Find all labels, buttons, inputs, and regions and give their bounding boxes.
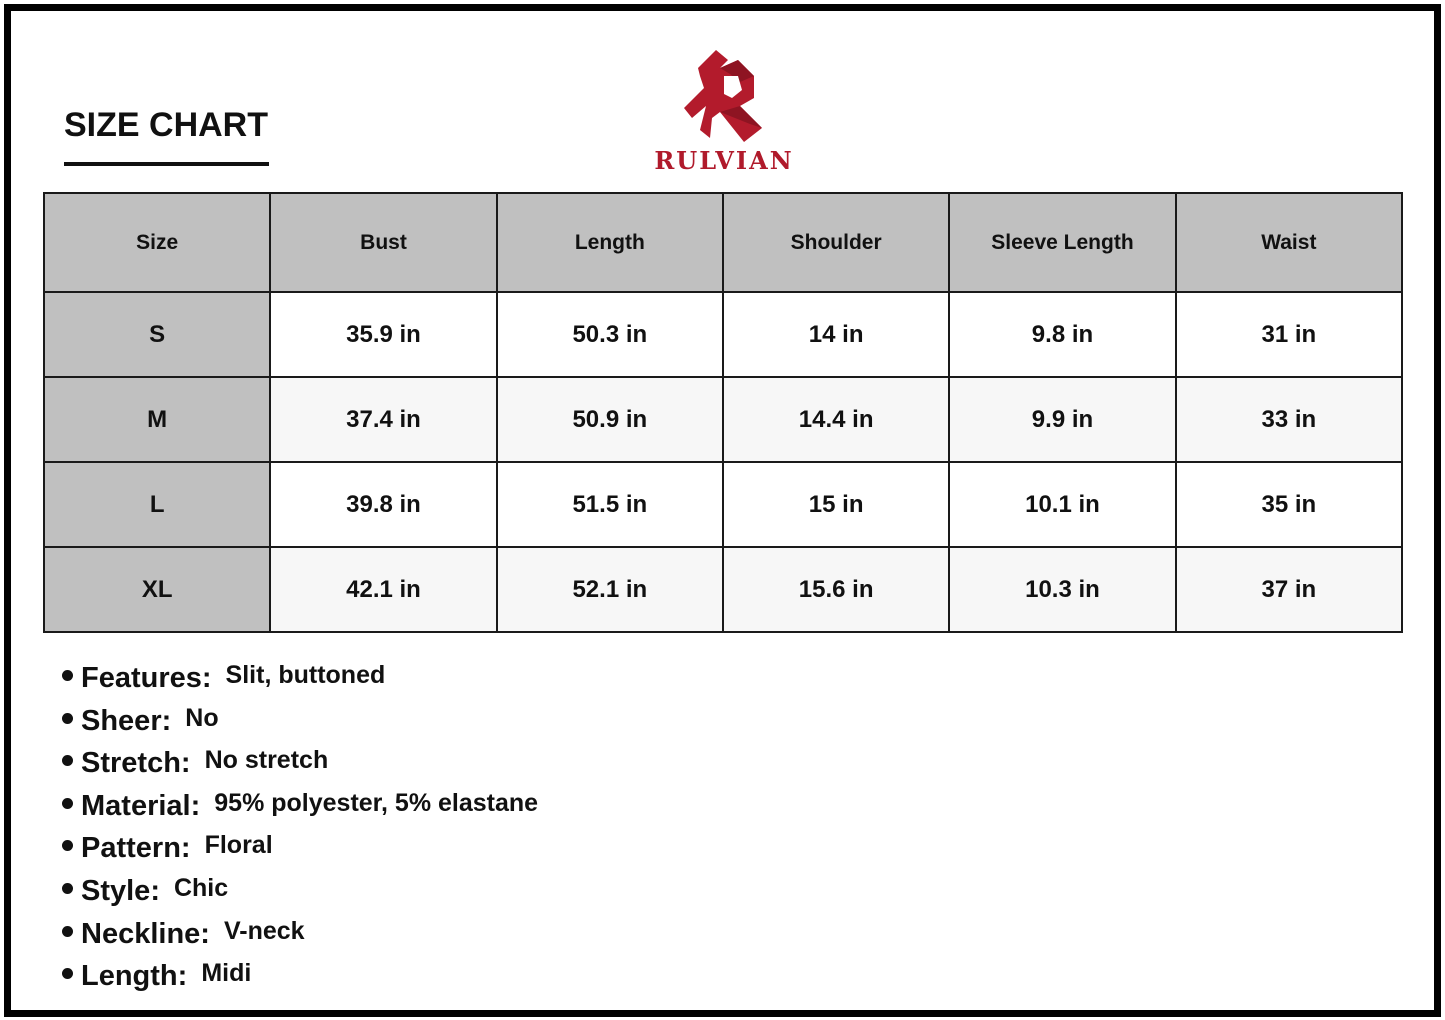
feature-value: No <box>185 703 219 732</box>
feature-item <box>62 918 538 961</box>
length-cell: 50.3 in <box>497 292 723 377</box>
brand-name: RULVIAN <box>654 146 794 175</box>
feature-label: Neckline: <box>81 917 210 950</box>
bullet-icon <box>62 883 73 894</box>
feature-item <box>62 960 538 1003</box>
bust-cell: 39.8 in <box>270 462 496 547</box>
feature-item <box>62 705 538 748</box>
feature-item <box>62 747 538 790</box>
feature-item <box>62 832 538 875</box>
column-header-bust: Bust <box>270 193 496 292</box>
column-header-length: Length <box>497 193 723 292</box>
feature-value: No stretch <box>204 746 329 775</box>
feature-value: V-neck <box>223 916 305 945</box>
bullet-icon <box>62 670 73 681</box>
waist-cell: 37 in <box>1176 547 1402 632</box>
table-row <box>44 462 1402 547</box>
length-cell: 51.5 in <box>497 462 723 547</box>
feature-label: Sheer: <box>81 704 172 737</box>
sleeve-length-cell: 10.1 in <box>949 462 1175 547</box>
title-underline <box>64 162 269 166</box>
page-title: SIZE CHART <box>64 106 268 144</box>
bust-cell: 35.9 in <box>270 292 496 377</box>
length-cell: 50.9 in <box>497 377 723 462</box>
column-header-sleeve-length: Sleeve Length <box>949 193 1175 292</box>
feature-value: Chic <box>173 873 229 902</box>
size-chart-table <box>43 192 1403 633</box>
stylized-r-logo-icon <box>680 46 768 144</box>
table-header-row <box>44 193 1402 292</box>
bullet-icon <box>62 840 73 851</box>
table-row <box>44 547 1402 632</box>
column-header-shoulder: Shoulder <box>723 193 949 292</box>
length-cell: 52.1 in <box>497 547 723 632</box>
shoulder-cell: 15 in <box>723 462 949 547</box>
feature-item <box>62 875 538 918</box>
shoulder-cell: 14 in <box>723 292 949 377</box>
feature-label: Pattern: <box>81 832 191 865</box>
table-row <box>44 377 1402 462</box>
brand-logo <box>636 44 812 176</box>
waist-cell: 31 in <box>1176 292 1402 377</box>
size-cell: S <box>44 292 270 377</box>
feature-value: Midi <box>201 959 252 988</box>
feature-label: Stretch: <box>81 747 191 780</box>
size-cell: M <box>44 377 270 462</box>
waist-cell: 35 in <box>1176 462 1402 547</box>
feature-value: Slit, buttoned <box>225 661 386 689</box>
feature-list <box>62 662 538 1003</box>
feature-item <box>62 790 538 833</box>
bullet-icon <box>62 968 73 979</box>
bust-cell: 37.4 in <box>270 377 496 462</box>
bullet-icon <box>62 755 73 766</box>
bullet-icon <box>62 798 73 809</box>
sleeve-length-cell: 9.8 in <box>949 292 1175 377</box>
size-cell: L <box>44 462 270 547</box>
feature-item <box>62 662 538 705</box>
feature-label: Length: <box>81 960 188 993</box>
feature-value: Floral <box>204 831 273 860</box>
size-cell: XL <box>44 547 270 632</box>
bust-cell: 42.1 in <box>270 547 496 632</box>
feature-label: Features: <box>81 662 212 694</box>
table-row <box>44 292 1402 377</box>
bullet-icon <box>62 713 73 724</box>
sleeve-length-cell: 10.3 in <box>949 547 1175 632</box>
sleeve-length-cell: 9.9 in <box>949 377 1175 462</box>
feature-label: Style: <box>81 874 160 907</box>
waist-cell: 33 in <box>1176 377 1402 462</box>
feature-value: 95% polyester, 5% elastane <box>214 788 539 817</box>
column-header-size: Size <box>44 193 270 292</box>
shoulder-cell: 14.4 in <box>723 377 949 462</box>
column-header-waist: Waist <box>1176 193 1402 292</box>
feature-label: Material: <box>81 789 201 822</box>
shoulder-cell: 15.6 in <box>723 547 949 632</box>
bullet-icon <box>62 926 73 937</box>
